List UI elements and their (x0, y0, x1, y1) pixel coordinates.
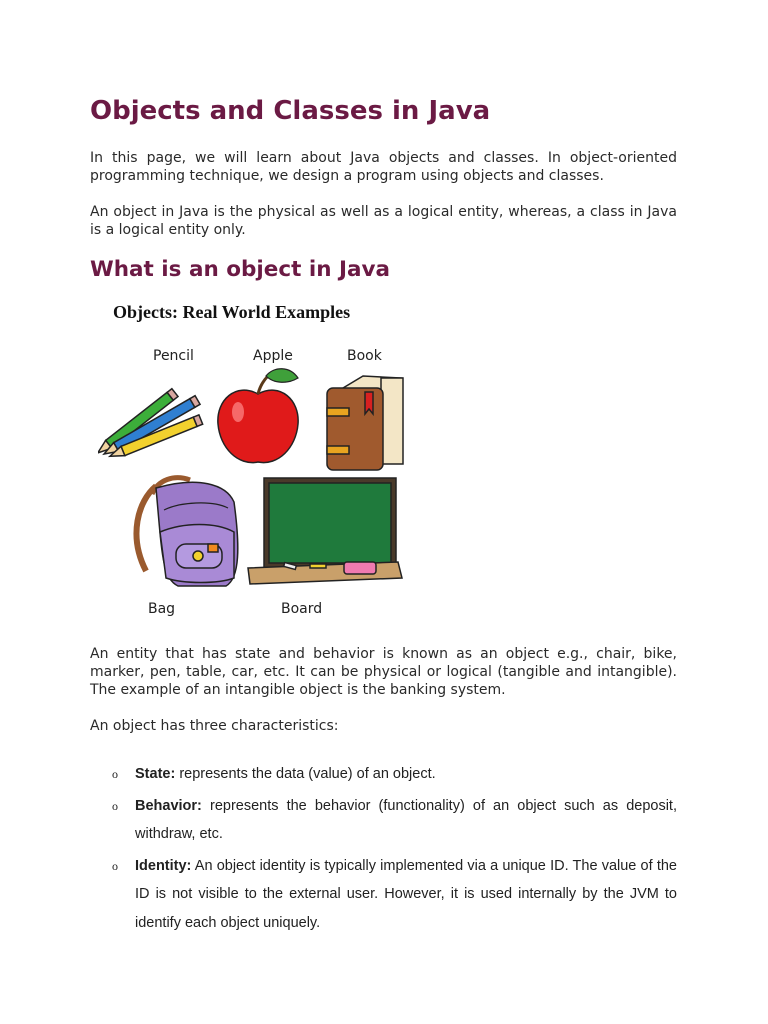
characteristic-description: represents the behavior (functionality) of an object such as deposit, withdraw, etc. (135, 797, 677, 842)
page-title: Objects and Classes in Java (90, 96, 491, 126)
book-icon (327, 376, 403, 470)
objects-examples-figure (98, 296, 408, 622)
characteristics-intro: An object has three characteristics: (90, 718, 339, 734)
characteristic-term: Identity: (135, 857, 192, 874)
book-label: Book (347, 348, 382, 364)
apple-icon (218, 369, 298, 463)
list-item (112, 852, 677, 938)
bag-icon (137, 478, 238, 586)
pencil-label: Pencil (153, 348, 194, 364)
bullet-marker: o (112, 767, 118, 781)
bullet-marker: o (112, 858, 118, 873)
characteristic-description: represents the data (value) of an object. (175, 766, 436, 782)
intro-paragraph-1: In this page, we will learn about Java objects and classes. In object-oriented programming technique, we design a program using objects and classes. (90, 150, 677, 184)
apple-label: Apple (253, 348, 293, 364)
list-item (112, 760, 677, 789)
list-item (112, 792, 677, 849)
board-label: Board (281, 601, 323, 617)
objects-illustration (98, 296, 408, 622)
intro-paragraph-2: An object in Java is the physical as well as a logical entity, whereas, a class in Java is a logical entity only. (90, 204, 677, 238)
characteristic-term: State: (135, 766, 176, 782)
bag-label: Bag (148, 601, 176, 617)
figure-title: Objects: Real World Examples (113, 302, 351, 322)
characteristic-description: An object identity is typically implemented via a unique ID. The value of the ID is not visible to the external user. However, it is used internally by the JVM to identify each object uniquely. (135, 857, 677, 931)
object-definition-paragraph: An entity that has state and behavior is known as an object e.g., chair, bike, marker, pen, table, car, etc. It can be physical or logical (tangible and intangible). The example of an intangible object is the banking system. (90, 646, 677, 698)
characteristics-list (112, 760, 677, 940)
pencil-icon (98, 389, 203, 461)
bullet-marker: o (112, 798, 118, 813)
section-heading: What is an object in Java (90, 257, 391, 282)
characteristic-term: Behavior: (135, 797, 202, 814)
board-icon (248, 478, 402, 584)
